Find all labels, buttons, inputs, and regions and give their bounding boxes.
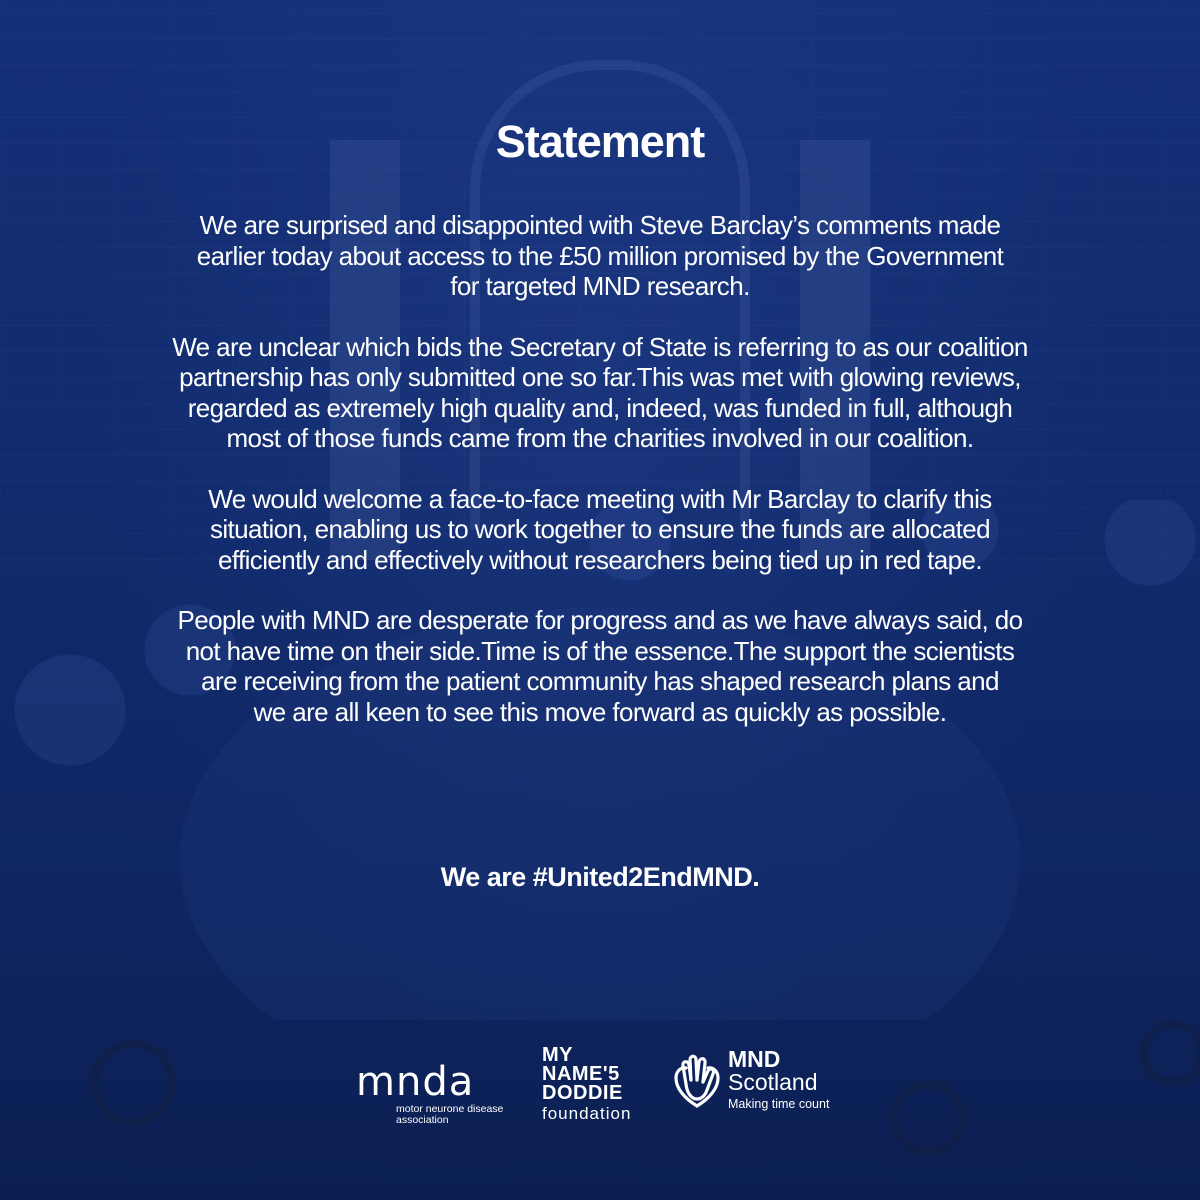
text-line: We are unclear which bids the Secretary of State is referring to as our coalition <box>172 331 1028 362</box>
doddie-logo-line: NAME'5 <box>542 1063 620 1085</box>
statement-paragraph-2 <box>60 332 1140 454</box>
mnda-wordmark: mnda <box>356 1059 475 1105</box>
mnd-scotland-tagline: Making time count <box>728 1097 830 1111</box>
text-line: partnership has only submitted one so far.This was met with glowing reviews, <box>179 362 1021 392</box>
statement-paragraph-1 <box>60 210 1140 302</box>
mnda-logo <box>356 1058 526 1128</box>
text-line: situation, enabling us to work together to ensure the funds are allocated <box>209 514 991 544</box>
text-line: regarded as extremely high quality and, indeed, was funded in full, although <box>187 392 1013 423</box>
text-line: earlier today about access to the £50 million promised by the Government <box>196 240 1004 271</box>
text-line: we are all keen to see this move forward as quickly as possible. <box>253 696 947 727</box>
text-line: We are surprised and disappointed with Steve Barclay’s comments made <box>199 210 1001 240</box>
text-line: People with MND are desperate for progress and as we have always said, do <box>177 605 1023 635</box>
mnd-scotland-logo <box>672 1048 862 1128</box>
statement-body <box>60 210 1140 757</box>
doddie-foundation-logo <box>542 1046 662 1132</box>
text-line: not have time on their side.Time is of the essence.The support the scientists <box>185 635 1015 666</box>
hand-heart-icon <box>672 1054 722 1110</box>
mnd-scotland-name: Scotland <box>728 1069 818 1095</box>
doddie-logo-line: DODDIE <box>542 1082 623 1104</box>
text-line: We would welcome a face-to-face meeting with Mr Barclay to clarify this <box>208 483 992 514</box>
text-line: efficiently and effectively without researchers being tied up in red tape. <box>217 544 982 575</box>
text-line: are receiving from the patient community has shaped research plans and <box>201 666 999 696</box>
statement-title: Statement <box>495 116 705 167</box>
text-line: for targeted MND research. <box>450 271 750 301</box>
mnda-subtitle <box>396 1104 536 1126</box>
campaign-hashtag: We are #United2EndMND. <box>440 862 760 892</box>
text-line: most of those funds came from the charities involved in our coalition. <box>226 423 974 453</box>
statement-paragraph-4 <box>60 605 1140 727</box>
mnd-scotland-text <box>728 1048 829 1112</box>
doddie-logo-line: MY <box>542 1044 573 1066</box>
doddie-logo-foundation: foundation <box>542 1104 632 1123</box>
partner-logos <box>0 1040 1200 1140</box>
mnd-scotland-name: MND <box>728 1046 781 1072</box>
statement-paragraph-3 <box>60 484 1140 576</box>
mnda-subtitle-line: association <box>396 1114 449 1126</box>
mnda-subtitle-line: motor neurone disease <box>396 1103 504 1115</box>
